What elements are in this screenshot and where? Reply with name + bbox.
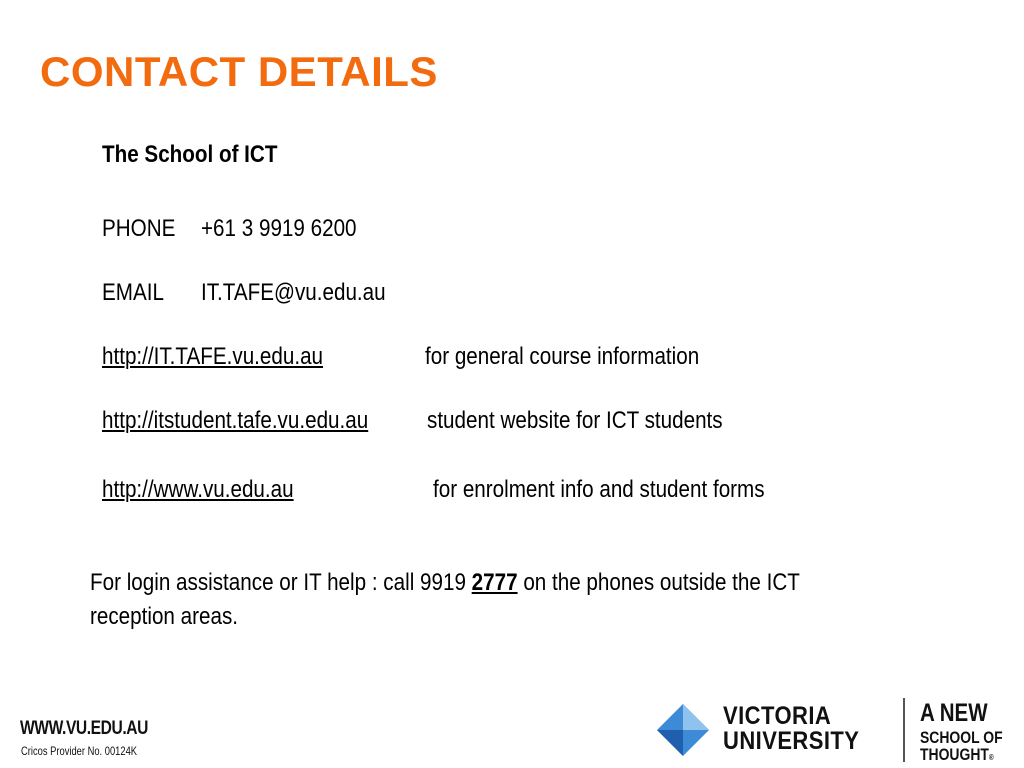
tagline-line-1: A NEW [920, 699, 988, 727]
help-note [90, 566, 890, 634]
diamond-dark-facet [657, 730, 683, 756]
email-value: IT.TAFE@vu.edu.au [201, 279, 386, 306]
footer-website: WWW.VU.EDU.AU [20, 718, 148, 739]
tagline-line-3 [920, 746, 1003, 763]
registered-mark: ® [988, 753, 994, 762]
link-course-info[interactable]: http://IT.TAFE.vu.edu.au [102, 343, 324, 370]
tagline-thought: THOUGHT [920, 745, 989, 764]
phone-value: +61 3 9919 6200 [201, 215, 357, 242]
school-heading: The School of ICT [102, 141, 278, 168]
page-title: CONTACT DETAILS [40, 48, 438, 95]
link-course-info-description: for general course information [425, 343, 700, 370]
logo-line-2: UNIVERSITY [723, 727, 860, 755]
tagline-line-2: SCHOOL OF [920, 728, 1003, 747]
help-text-end: on the phones outside the ICT reception areas. [90, 569, 800, 630]
vu-logo-wordmark [723, 704, 859, 754]
link-vu-home[interactable]: http://www.vu.edu.au [102, 476, 294, 503]
link-vu-home-description: for enrolment info and student forms [433, 476, 765, 503]
help-text-start: For login assistance or IT help : call 9919 [90, 569, 472, 596]
phone-label: PHONE [102, 215, 176, 242]
email-label: EMAIL [102, 279, 164, 306]
link-student-website[interactable]: http://itstudent.tafe.vu.edu.au [102, 407, 369, 434]
diamond-light-facet [683, 704, 709, 730]
footer-cricos: Cricos Provider No. 00124K [21, 744, 138, 758]
help-extension: 2777 [471, 569, 518, 596]
logo-divider [903, 698, 905, 762]
tagline [920, 701, 1003, 763]
logo-line-1: VICTORIA [723, 702, 832, 730]
link-student-website-description: student website for ICT students [427, 407, 723, 434]
vu-logo-diamond-icon [656, 703, 710, 757]
